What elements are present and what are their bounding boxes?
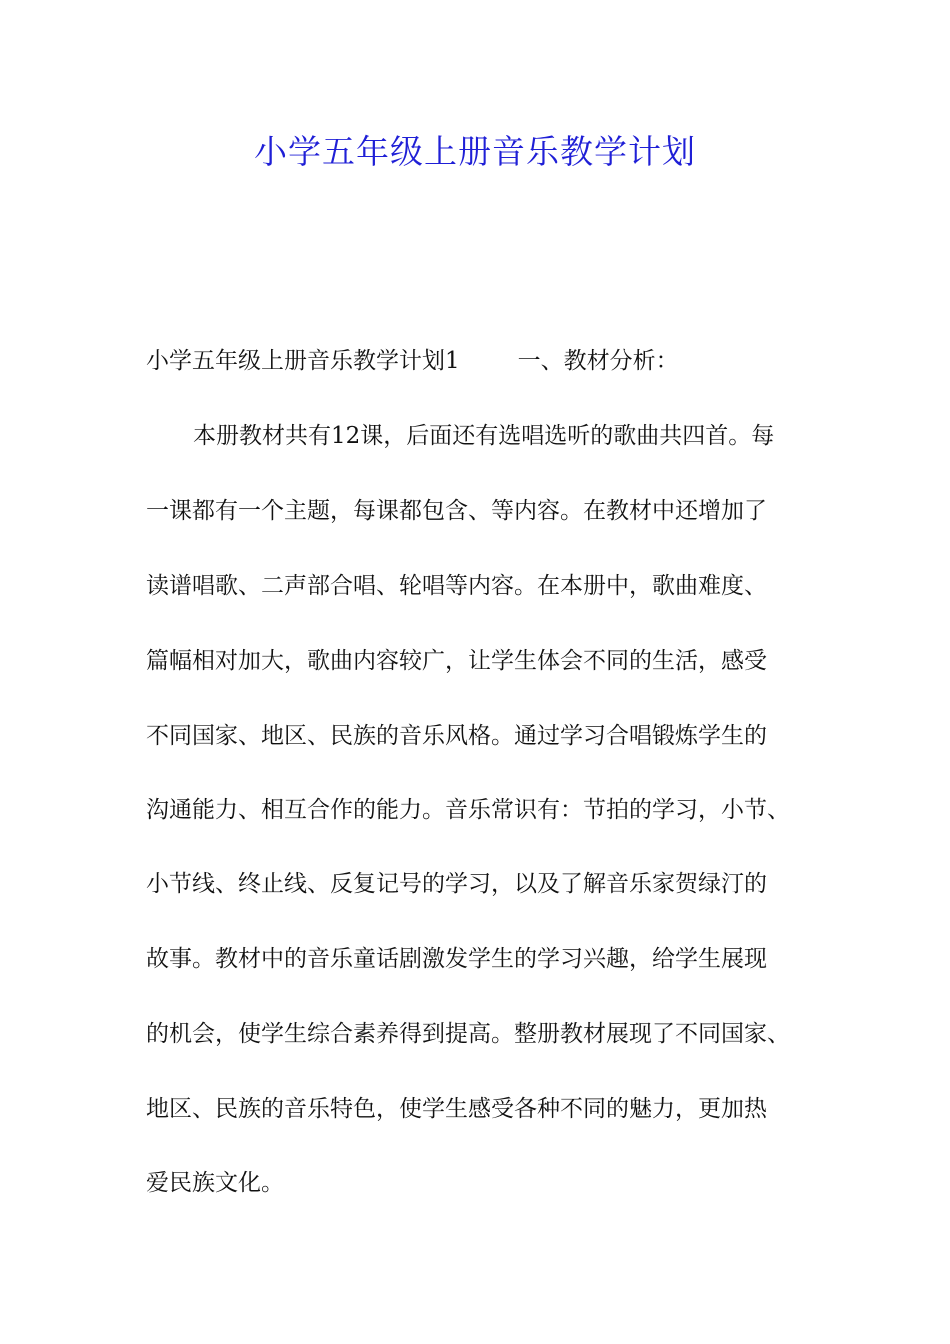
part-label: 一、教材分析：	[517, 348, 679, 374]
paragraph-line: 爱民族文化。	[146, 1170, 284, 1196]
paragraph-line: 不同国家、地区、民族的音乐风格。通过学习合唱锻炼学生的	[146, 723, 767, 749]
paragraph-line: 本册教材共有12课，后面还有选唱选听的歌曲共四首。每	[193, 423, 775, 449]
paragraph-line: 沟通能力、相互合作的能力。音乐常识有：节拍的学习，小节、	[146, 797, 790, 823]
paragraph-line: 故事。教材中的音乐童话剧激发学生的学习兴趣，给学生展现	[146, 946, 767, 972]
paragraph-line: 篇幅相对加大，歌曲内容较广，让学生体会不同的生活，感受	[146, 648, 767, 674]
paragraph-line: 地区、民族的音乐特色，使学生感受各种不同的魅力，更加热	[146, 1096, 767, 1122]
paragraph-line: 小节线、终止线、反复记号的学习，以及了解音乐家贺绿汀的	[146, 871, 767, 897]
paragraph-line: 一课都有一个主题，每课都包含、等内容。在教材中还增加了	[146, 498, 767, 524]
document-title: 小学五年级上册音乐教学计划	[254, 132, 696, 171]
paragraph-line: 的机会，使学生综合素养得到提高。整册教材展现了不同国家、	[146, 1021, 790, 1047]
paragraph-line: 读谱唱歌、二声部合唱、轮唱等内容。在本册中，歌曲难度、	[146, 573, 767, 599]
section-heading	[146, 346, 679, 376]
plan-label: 小学五年级上册音乐教学计划1	[146, 348, 460, 374]
